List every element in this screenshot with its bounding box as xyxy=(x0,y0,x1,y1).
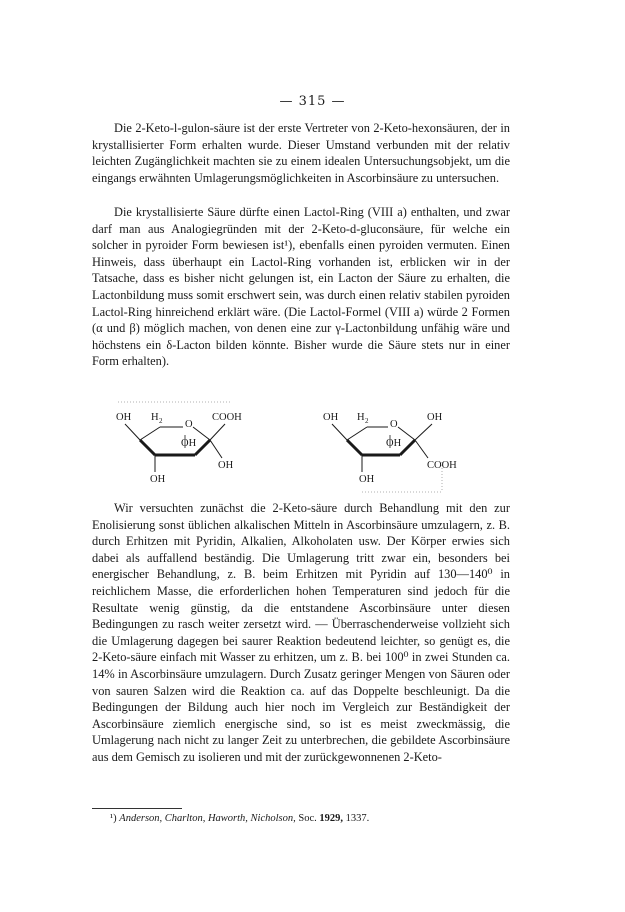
left-cooh: COOH xyxy=(212,412,242,423)
paragraph-1 xyxy=(92,120,510,186)
right-oh-top: OH xyxy=(323,412,339,423)
left-oh-inner: OH xyxy=(181,438,197,449)
right-oh-top-right: OH xyxy=(427,412,443,423)
footnote-divider xyxy=(92,808,182,809)
left-oh-top: OH xyxy=(116,412,132,423)
formula-figure xyxy=(0,400,625,495)
structural-formulas xyxy=(0,400,625,495)
left-ring-oxygen: O xyxy=(185,419,193,430)
paragraph-2 xyxy=(92,204,510,370)
paragraph-1-text: Die 2-Keto-l-gulon-säure ist der erste Vertreter von 2-Keto-hexonsäuren, der in krystallisierter Form erhalten wurde. Dieser Umstand verbunden mit der relativ leichten Zugänglichkeit machten sie zu einem idealen Untersuchungsobjekt, um die eingangs erwähnten Umlagerungsmöglichkeiten in Ascorbinsäure zu untersuchen. xyxy=(92,121,510,185)
left-h2-sub: 2 xyxy=(159,417,163,425)
right-ring-oxygen: O xyxy=(390,419,398,430)
right-h2: H xyxy=(357,412,365,423)
formula-left xyxy=(116,412,242,485)
left-oh-bottom: OH xyxy=(150,474,166,485)
paragraph-2-text: Die krystallisierte Säure dürfte einen Lactol-Ring (VIII a) enthalten, und zwar darf man aus Analogiegründen mit der 2-Keto-d-gluconsäure, für welche ein solcher in pyroider Form bewiesen ist¹), ebenfalls einen pyroiden vermuten. Einen Hinweis, dass überhaupt ein Lactol-Ring vorhanden ist, erblicken wir in der Tatsache, dass es bisher nicht gelungen ist, ein Lacton der Säure zu erhalten, die Lactonbildung muss somit erschwert sein, was durch einen relativ stabilen pyroiden Lactol-Ring hinreichend erklärt wäre. (Die Lactol-Formel (VIII a) würde 2 Formen (α und β) möglich machen, von denen eine zur γ-Lactonbildung unfähig wäre und höchstens ein δ-Lacton bilden könnte. Bisher wurde die Säure stets nur in einer Form erhalten). xyxy=(92,205,510,369)
right-cooh: COOH xyxy=(427,460,457,471)
footnote-authors: Anderson, Charlton, Haworth, Nicholson, xyxy=(119,813,296,824)
right-oh-bottom: OH xyxy=(359,474,375,485)
paragraph-3-text: Wir versuchten zunächst die 2-Keto-säure durch Behandlung mit den zur Enolisierung sonst üblichen alkalischen Mitteln in Ascorbinsäure umzulagern, z. B. durch Erhitzen mit Pyridin, Alkalien, Alkoholaten usw. Der Körper erwies sich dabei als auffallend beständig. Die Umlagerung tritt zwar ein, besonders bei energischer Behandlung, z. B. beim Erhitzen mit Pyridin auf 130—140⁰ in reichlichem Masse, die erforderlichen hohen Temperaturen sind jedoch für die Resultate wenig günstig, da die entstandene Ascorbinsäure unter diesen Bedingungen zu rasch weiter zersetzt wird. — Überraschenderweise vollzieht sich die Umlagerung dagegen bei saurer Reaktion bedeutend leichter, so genügt es, die 2-Keto-säure einfach mit Wasser zu erhitzen, um z. B. bei 100⁰ in zwei Stunden ca. 14% in Ascorbinsäure umzulagern. Durch Zusatz geringer Mengen von Säuren oder von sauren Salzen wird die Reaktion ca. auf das Doppelte beschleunigt. Da die Bedingungen der Bildung auch hier noch im Vergleich zur Beständigkeit der Ascorbinsäure ziemlich energische sind, so ist es meist zweckmässig, die Umlagerung nach nicht zu langer Zeit zu unterbrechen, die gebildete Ascorbinsäure aus dem Gemisch zu isolieren und mit der zurückgewonnenen 2-Keto- xyxy=(92,501,510,764)
footnote-year: 1929, xyxy=(319,813,344,824)
footnote-marker: ¹) xyxy=(110,813,117,824)
paragraph-3 xyxy=(92,500,510,766)
footnote-journal: Soc. xyxy=(298,813,317,824)
footnote-page: 1337. xyxy=(345,813,370,824)
right-oh-inner: OH xyxy=(386,438,402,449)
footnote xyxy=(110,813,369,824)
page-number: — 315 — xyxy=(279,94,346,109)
right-h2-sub: 2 xyxy=(365,417,369,425)
left-oh-right: OH xyxy=(218,460,234,471)
formula-right xyxy=(323,412,457,485)
left-h2: H xyxy=(151,412,159,423)
